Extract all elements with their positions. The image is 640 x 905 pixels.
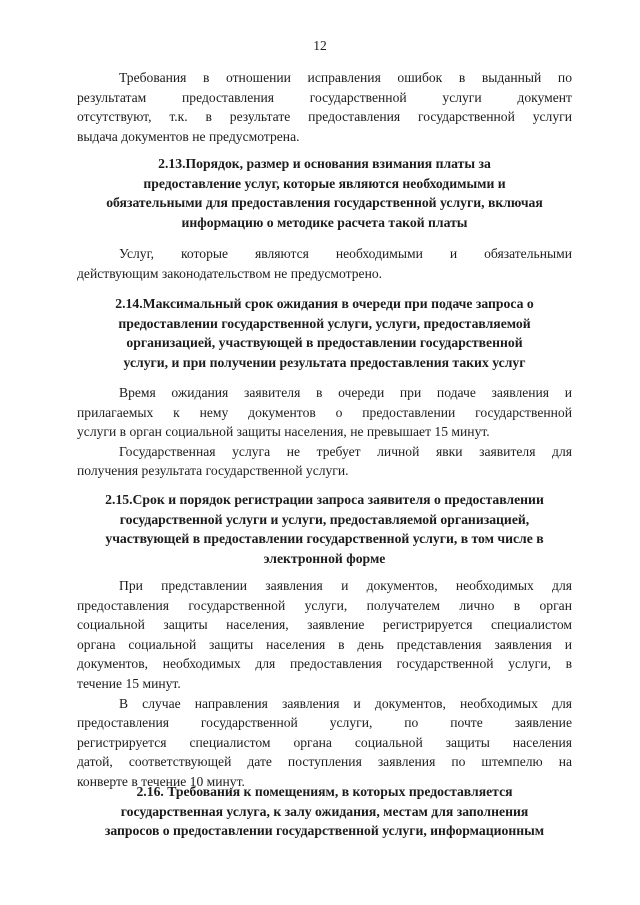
text-line: конверте в течение 10 минут.	[77, 773, 245, 789]
text-line: предоставления государственной услуги, получателем лично в орган	[77, 597, 572, 613]
text-line: прилагаемых к нему документов о предоставлении государственной	[77, 404, 572, 420]
section-heading-2-13	[77, 154, 572, 232]
heading-line: 2.16. Требования к помещениям, в которых предоставляется	[136, 784, 513, 799]
text-line: результатам предоставления государственной услуги документ	[77, 89, 572, 105]
text-line: органа социальной защиты населения в день представления заявления и	[77, 636, 572, 652]
heading-line: участвующей в предоставлении государственной услуги, в том числе в	[105, 531, 544, 547]
text-line: При представлении заявления и документов, необходимых для	[119, 578, 572, 593]
section-heading-2-14	[77, 294, 572, 372]
paragraph-registration	[77, 576, 572, 792]
heading-line: обязательными для предоставления государственной услуги, включая	[106, 195, 543, 211]
heading-line: государственной услуги и услуги, предоставляемой организацией,	[119, 511, 530, 527]
heading-line: информацию о методике расчета такой платы	[181, 214, 468, 230]
paragraph-waiting-time	[77, 383, 572, 481]
page-number: 12	[313, 38, 327, 53]
text-line: социальной защиты населения, заявление регистрируется специалистом	[77, 617, 572, 633]
heading-line: электронной форме	[263, 550, 386, 566]
text-line: течение 15 минут.	[77, 675, 181, 691]
text-line: В случае направления заявления и документов, необходимых для	[119, 695, 572, 711]
section-heading-2-16	[77, 782, 572, 841]
paragraph-error-correction	[77, 68, 572, 146]
heading-line: услуги, и при получении результата предоставления таких услуг	[123, 354, 526, 370]
heading-line: 2.13.Порядок, размер и основания взимания платы за	[158, 156, 491, 171]
text-line: документов, необходимых для предоставления государственной услуги, в	[77, 656, 572, 672]
section-heading-2-15	[77, 490, 572, 568]
heading-line: 2.14.Максимальный срок ожидания в очереди при подаче запроса о	[115, 296, 534, 311]
text-line: Требования в отношении исправления ошибок в выданный по	[119, 70, 572, 85]
text-line: Государственная услуга не требует личной явки заявителя для	[119, 443, 572, 459]
text-line: услуги в орган социальной защиты населения, не превышает 15 минут.	[77, 424, 490, 440]
text-line: регистрируется специалистом органа социальной защиты населения	[77, 734, 572, 750]
text-line: отсутствуют, т.к. в результате предоставления государственной услуги	[77, 109, 572, 125]
heading-line: организацией, участвующей в предоставлении государственной	[126, 335, 523, 351]
heading-line: государственная услуга, к залу ожидания, местам для заполнения	[120, 803, 529, 819]
text-line: выдача документов не предусмотрена.	[77, 128, 300, 144]
text-line: Время ожидания заявителя в очереди при подаче заявления и	[119, 385, 572, 400]
text-line: получения результата государственной услуги.	[77, 463, 349, 479]
heading-line: предоставление услуг, которые являются необходимыми и	[143, 175, 506, 191]
text-line: предоставления государственной услуги, по почте заявление	[77, 715, 572, 731]
heading-line: запросов о предоставлении государственной услуги, информационным	[104, 823, 545, 839]
paragraph-required-services	[77, 244, 572, 283]
text-line: датой, соответствующей дате поступления заявления по штемпелю на	[77, 754, 572, 770]
text-line: Услуг, которые являются необходимыми и обязательными	[119, 246, 572, 261]
text-line: действующим законодательством не предусмотрено.	[77, 265, 383, 281]
heading-line: предоставлении государственной услуги, услуги, предоставляемой	[118, 315, 531, 331]
heading-line: 2.15.Срок и порядок регистрации запроса заявителя о предоставлении	[105, 492, 544, 507]
